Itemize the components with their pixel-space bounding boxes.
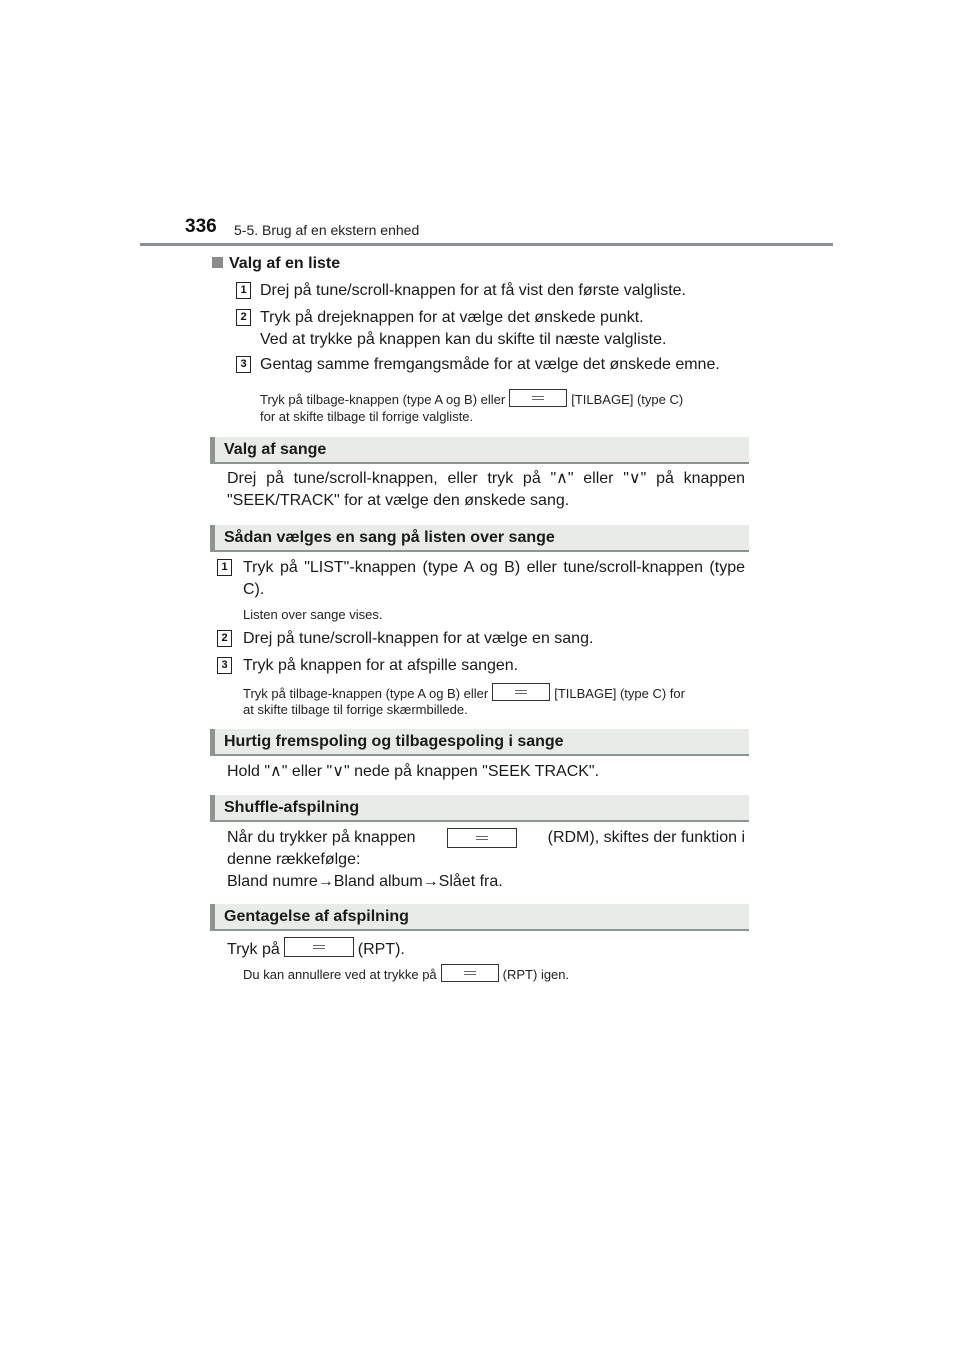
step-text: Drej på tune/scroll-knappen for at vælge en sang. [243,630,594,647]
section-header-shuffle [210,795,749,822]
body-line: denne rækkefølge: [227,851,361,868]
section-marker [210,904,215,931]
section-marker [210,525,215,552]
subheading-text: Valg af en liste [229,255,341,272]
section-title: Sådan vælges en sang på listen over sange [224,529,555,546]
body-line: Bland numre→Bland album→Slået fra. [227,873,503,890]
note-line: for at skifte tilbage til forrige valgliste. [260,409,474,424]
square-bullet-icon [212,257,223,268]
step-number-2: 2 [236,309,251,326]
body-paragraph: Hold "∧" eller "∨" nede på knappen "SEEK TRACK". [227,763,600,780]
body-text: Når du trykker på knappen [227,829,416,846]
step-text: Tryk på drejeknappen for at vælge det ønskede punkt. [260,309,644,326]
rdm-button-icon [447,828,517,848]
back-button-icon [492,683,550,701]
note-line [243,683,685,702]
note-text: Tryk på tilbage-knappen (type A og B) eller [243,686,489,701]
section-title: Shuffle-afspilning [224,799,360,816]
section-header-repeat [210,904,749,931]
section-header-fast-forward [210,729,749,756]
body-text: (RDM), skiftes der funktion i [547,829,745,846]
note-text: [TILBAGE] (type C) for [554,686,685,701]
rpt-button-icon [284,937,354,957]
step-number-3: 3 [217,657,232,674]
section-header-song-select [210,437,749,464]
note-text: Tryk på tilbage-knappen (type A og B) eller [260,392,506,407]
step-text: Gentag samme fremgangsmåde for at vælge det ønskede emne. [260,356,720,373]
step-number-3: 3 [236,356,251,373]
step-text: Drej på tune/scroll-knappen for at få vist den første valgliste. [260,282,686,299]
section-marker [210,437,215,464]
step-text: Tryk på "LIST"-knappen (type A og B) eller tune/scroll-knappen (type C). [243,559,745,598]
section-title: Valg af sange [224,441,327,458]
header-rule [140,243,833,246]
section-marker [210,729,215,756]
body-line [227,937,405,961]
body-text: Tryk på [227,941,280,958]
note-line [243,964,569,983]
section-title: Hurtig fremspoling og tilbagespoling i sange [224,733,564,750]
rpt-button-icon [441,964,499,982]
body-paragraph: Drej på tune/scroll-knappen, eller tryk på "∧" eller "∨" på knappen "SEEK/TRACK" for at vælge den ønskede sang. [227,470,745,509]
section-header-song-list [210,525,749,552]
note-text: [TILBAGE] (type C) [571,392,684,407]
step-number-1: 1 [236,282,251,299]
note-line [260,389,683,408]
step-text: Tryk på knappen for at afspille sangen. [243,657,519,674]
note-text: Du kan annullere ved at trykke på [243,967,437,982]
note-line: at skifte tilbage til forrige skærmbillede. [243,702,468,717]
step-number-1: 1 [217,559,232,576]
note-line: Listen over sange vises. [243,607,383,622]
body-text: (RPT). [357,941,405,958]
step-number-2: 2 [217,630,232,647]
page-number: 336 [185,216,217,237]
back-button-icon [509,389,567,407]
subheading-list-select [212,255,340,273]
section-marker [210,795,215,822]
step-text-continued: Ved at trykke på knappen kan du skifte til næste valgliste. [260,331,667,348]
running-header: 5-5. Brug af en ekstern enhed [234,222,420,238]
body-line [227,827,745,849]
note-text: (RPT) igen. [502,967,570,982]
section-title: Gentagelse af afspilning [224,908,409,925]
